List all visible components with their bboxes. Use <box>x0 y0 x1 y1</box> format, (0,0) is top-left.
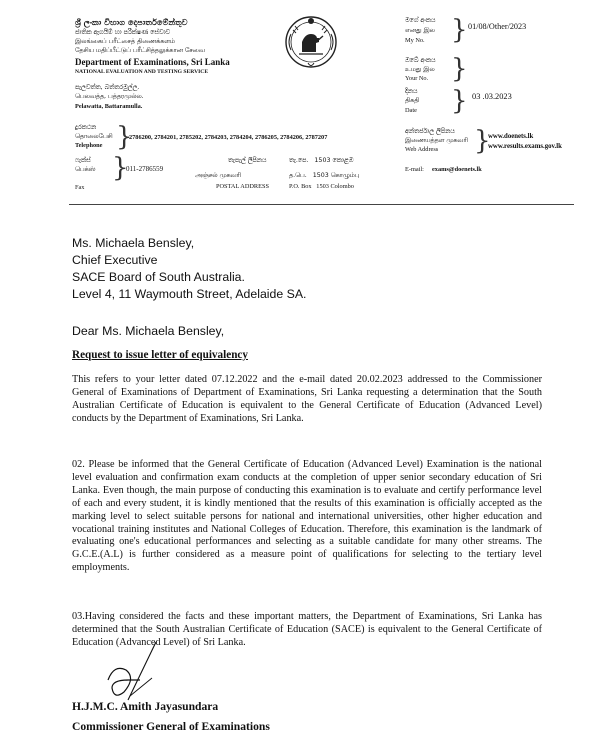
your-no-label-sinhala: ඔබේ අංකය <box>405 57 436 64</box>
date-label-sinhala: දිනය <box>405 88 418 95</box>
fax-brace: } <box>112 153 129 183</box>
web-address-2: www.results.exams.gov.lk <box>488 143 562 150</box>
paragraph-2: 02. Please be informed that the General Certificate of Education (Advanced Level) Examination is the national level evaluation and confirmation exam conducts at the completion of upper senior secondary education of Sri Lanka. Even though, the main purpose of conducting this examination is to evaluate and certify performance level of each and every student, it is kindly mentioned that the results of this examination is officially accepted as the marking level to select suitable persons for national and international universities, other higher education and vocational training institutes and National Colleges of Education. Therefore, this examination is the landmark of evaluating one's educational performances and selecting as a suitable candidate for many other streams. The G.C.E.(A.L) is further considered as a measure point of qualifications for selecting to the tertiary level employments. <box>72 459 542 574</box>
recipient-address: Level 4, 11 Waymouth Street, Adelaide SA. <box>72 287 307 301</box>
recipient-name: Ms. Michaela Bensley, <box>72 236 195 250</box>
recipient-title: Chief Executive <box>72 253 158 267</box>
postal-value-english: P.O. Box 1503 Colombo <box>289 183 354 190</box>
signatory-title: Commissioner General of Examinations <box>72 720 270 733</box>
header-divider <box>69 204 574 205</box>
email-value: exams@doenets.lk <box>432 166 482 173</box>
dept-name-sinhala: ශ්‍රී ලංකා විභාග දෙපාර්තමේන්තුව <box>75 17 188 27</box>
dept-name-tamil: இலங்கைப் பரீட்சைத் திணைக்களம் <box>75 38 175 45</box>
signature-mark <box>100 640 180 706</box>
fax-label-sinhala: ෆැක්ස් <box>75 157 91 164</box>
signatory-name: H.J.M.C. Amith Jayasundara <box>72 700 219 713</box>
dept-service-tamil: தேசிய மதிப்பீட்டுப் பரீட்சித்தலுக்கான சேவை <box>75 47 205 54</box>
location-sinhala: පැලවත්ත, බත්තරමුල්ල. <box>75 84 140 91</box>
postal-label-sinhala: තැපැල් ලිපිනය <box>228 157 267 164</box>
location-tamil: பெலவத்த, பத்தரமுல்ல. <box>75 93 144 100</box>
postal-label-english: POSTAL ADDRESS <box>216 183 269 190</box>
web-label-tamil: இணையத்தள முகவரி <box>405 137 468 144</box>
paragraph-3: 03.Having considered the facts and these important matters, the Department of Examinations, Sri Lanka has determined that the South Australian Certificate of Education (SACE) is equivalent to the General Certificate of Education (Advanced Level) of Sri Lanka. <box>72 611 542 648</box>
subject-line: Request to issue letter of equivalency <box>72 349 248 361</box>
date-label-tamil: திகதி <box>405 97 420 104</box>
my-no-label-english: My No. <box>405 37 425 44</box>
dept-service-sinhala: ජාතික ඇගයීම් හා පරීක්ෂණ සේවාව <box>75 29 171 36</box>
postal-label-tamil: அஞ்சல் முகவரி <box>195 172 242 179</box>
telephone-label-english: Telephone <box>75 142 103 149</box>
telephone-numbers: 2786200, 2784201, 2785202, 2784203, 2784204, 2786205, 2784206, 2787207 <box>129 134 328 141</box>
letterhead <box>0 0 611 205</box>
fax-number: 011-2786559 <box>126 165 164 173</box>
telephone-brace: } <box>116 122 133 152</box>
web-address-1: www.doenets.lk <box>488 133 534 140</box>
web-brace: } <box>474 126 491 156</box>
fax-label-tamil: பெக்ஸ் <box>75 166 96 173</box>
date-brace: } <box>451 86 468 116</box>
your-no-brace: } <box>451 54 468 84</box>
my-no-label-sinhala: මගේ අංකය <box>405 17 436 24</box>
date-label-english: Date <box>405 107 417 114</box>
my-no-value: 01/08/Other/2023 <box>468 22 527 31</box>
email-label: E-mail: <box>405 166 424 173</box>
recipient-organization: SACE Board of South Australia. <box>72 270 245 284</box>
dept-service-english: NATIONAL EVALUATION AND TESTING SERVICE <box>75 69 209 75</box>
national-emblem-icon <box>283 12 339 72</box>
postal-value-sinhala: තැ.පෙ. 1503 කොළඹ <box>289 157 354 164</box>
postal-value-tamil: த.பெ. 1503 கொழும்பு <box>289 172 360 179</box>
telephone-label-tamil: தொலைபேசி <box>75 133 113 140</box>
web-label-sinhala: අන්තර්ජාල ලිපිනය <box>405 128 455 135</box>
fax-label-english: Fax <box>75 184 85 191</box>
paragraph-1: This refers to your letter dated 07.12.2022 and the e-mail dated 20.02.2023 addressed to the Commissioner General of Examinations of Department of Examinations, Sri Lanka requesting a determination that the South Australian Certificate of Education is equivalent to the General Certificate of Education (Advanced Level) conducts by the Department of Examinations, Sri Lanka. <box>72 374 542 424</box>
web-label-english: Web Address <box>405 146 439 153</box>
dept-name-english: Department of Examinations, Sri Lanka <box>75 57 230 67</box>
location-english: Pelawatta, Battaramulla. <box>75 103 143 110</box>
your-no-label-tamil: உமது இல <box>405 66 435 73</box>
my-no-brace: } <box>451 15 468 45</box>
your-no-label-english: Your No. <box>405 75 429 82</box>
telephone-label-sinhala: දුරකථන <box>75 124 97 131</box>
salutation: Dear Ms. Michaela Bensley, <box>72 324 225 338</box>
my-no-label-tamil: எனது இல <box>405 27 435 34</box>
date-value: 03 .03.2023 <box>472 92 512 101</box>
